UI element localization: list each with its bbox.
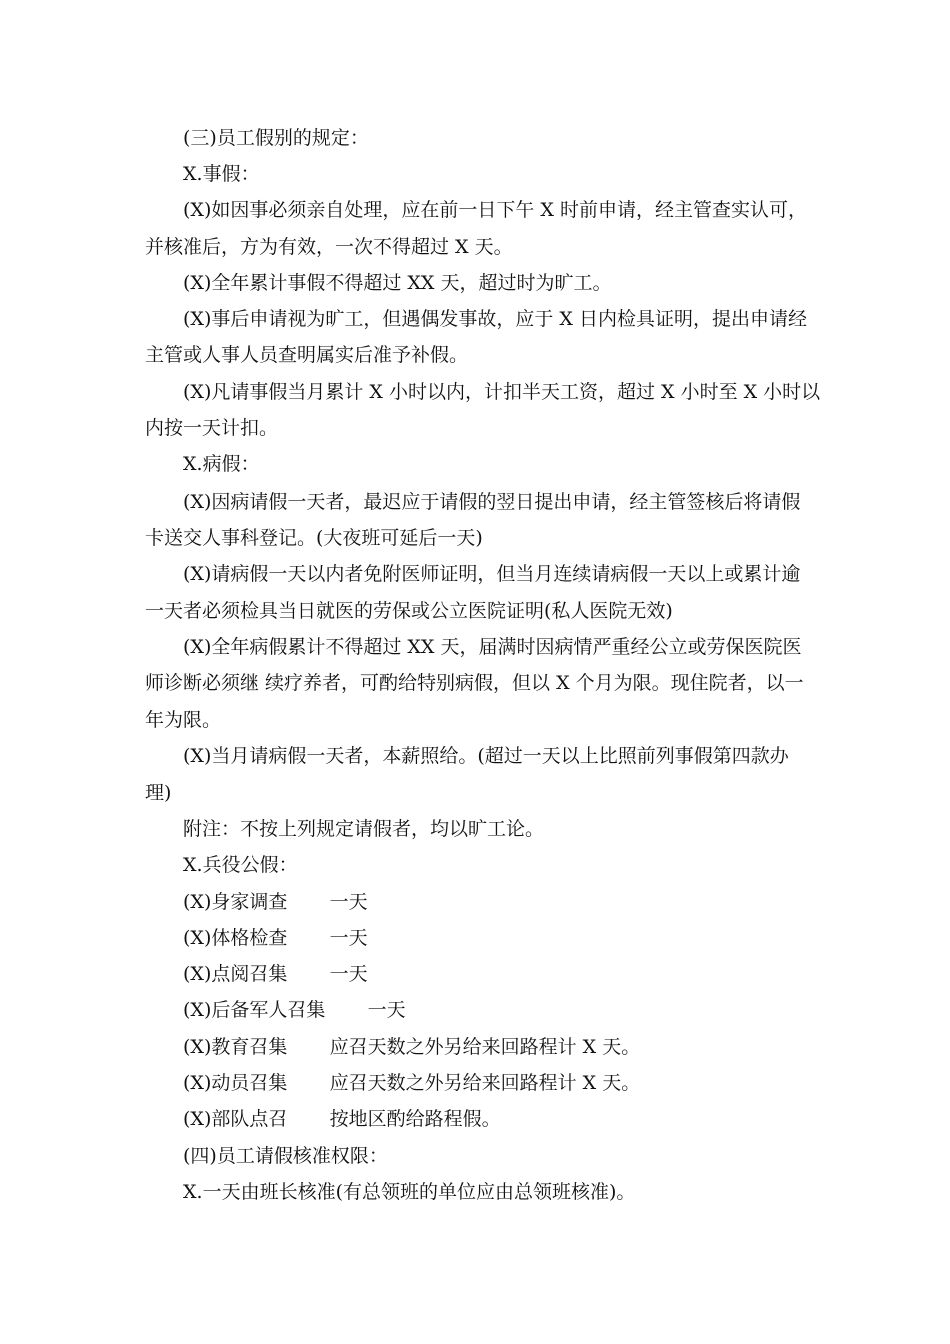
list-item: (X)教育召集 应召天数之外另给来回路程计 X 天。 <box>183 1036 641 1058</box>
subheading-military-leave: X.兵役公假： <box>183 854 298 876</box>
list-item: (X)动员召集 应召天数之外另给来回路程计 X 天。 <box>183 1072 641 1094</box>
list-item: (X)体格检查 一天 <box>183 927 368 949</box>
paragraph-line: (X)全年病假累计不得超过 XX 天，届满时因病情严重经公立或劳保医院医 <box>183 636 802 658</box>
paragraph-line: (X)事后申请视为旷工，但遇偶发事故，应于 X 日内检具证明，提出申请经 <box>183 308 807 330</box>
note-line: 附注：不按上列规定请假者，均以旷工论。 <box>183 818 545 840</box>
list-item: (X)部队点召 按地区酌给路程假。 <box>183 1108 501 1130</box>
list-item: (X)点阅召集 一天 <box>183 963 368 985</box>
paragraph-line: 卡送交人事科登记。(大夜班可延后一天) <box>145 527 483 549</box>
subheading-personal-leave: X.事假： <box>183 163 260 185</box>
paragraph-line: 理) <box>145 782 172 804</box>
paragraph-line: 内按一天计扣。 <box>145 417 279 439</box>
subheading-sick-leave: X.病假： <box>183 453 260 475</box>
paragraph-line: 并核准后，方为有效，一次不得超过 X 天。 <box>145 236 513 258</box>
paragraph-line: 一天者必须检具当日就医的劳保或公立医院证明(私人医院无效) <box>145 600 673 622</box>
list-item: (X)后备军人召集 一天 <box>183 999 406 1021</box>
paragraph-line: (X)因病请假一天者，最迟应于请假的翌日提出申请，经主管签核后将请假 <box>183 491 801 513</box>
list-item: (X)身家调查 一天 <box>183 891 368 913</box>
paragraph-line: 师诊断必须继 续疗养者，可酌给特别病假，但以 X 个月为限。现住院者，以一 <box>145 672 804 694</box>
paragraph-line: 年为限。 <box>145 709 222 731</box>
section-heading-leave-types: (三)员工假别的规定： <box>183 127 369 149</box>
paragraph-line: (X)如因事必须亲自处理，应在前一日下午 X 时前申请，经主管查实认可， <box>183 199 807 221</box>
section-heading-approval: (四)员工请假核准权限： <box>183 1145 388 1167</box>
paragraph-line: 主管或人事人员查明属实后准予补假。 <box>145 344 469 366</box>
paragraph-line: (X)全年累计事假不得超过 XX 天，超过时为旷工。 <box>183 272 612 294</box>
paragraph-line: X.一天由班长核准(有总领班的单位应由总领班核准)。 <box>183 1181 636 1203</box>
paragraph-line: (X)请病假一天以内者免附医师证明，但当月连续请病假一天以上或累计逾 <box>183 563 801 585</box>
paragraph-line: (X)当月请病假一天者，本薪照给。(超过一天以上比照前列事假第四款办 <box>183 745 789 767</box>
paragraph-line: (X)凡请事假当月累计 X 小时以内，计扣半天工资，超过 X 小时至 X 小时以 <box>183 381 821 403</box>
